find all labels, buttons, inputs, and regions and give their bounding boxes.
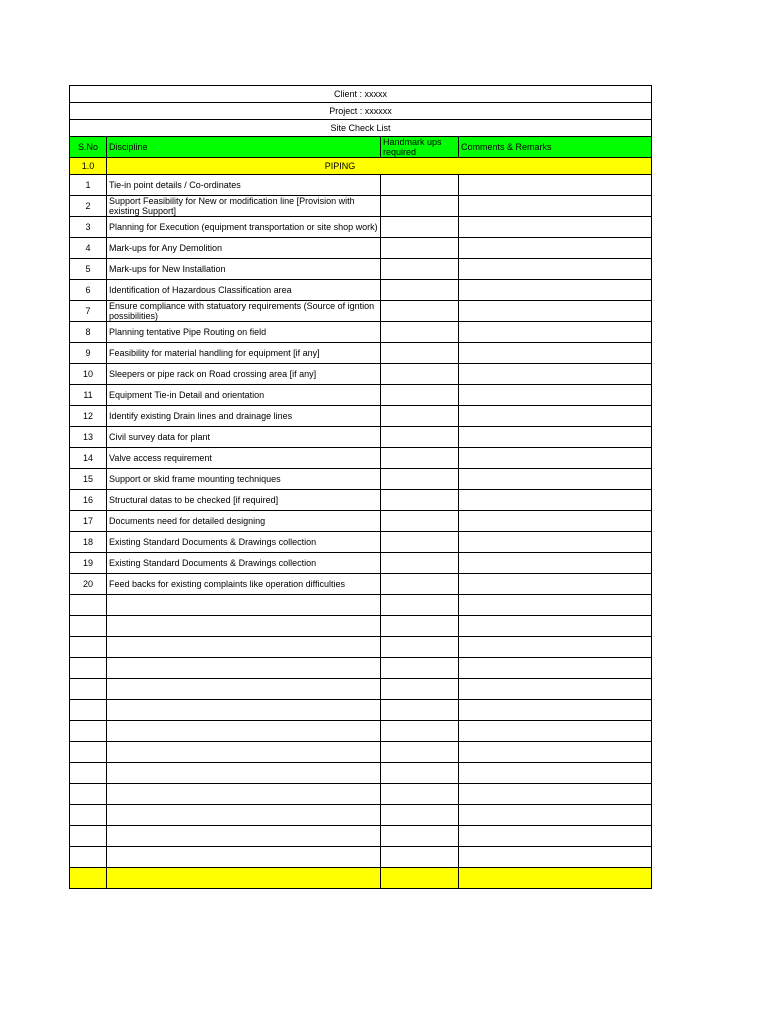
item-comments-cell: [459, 448, 652, 469]
item-sno: 18: [70, 532, 107, 553]
empty-cell: [381, 616, 459, 637]
empty-row: [70, 826, 652, 847]
item-comments-cell: [459, 574, 652, 595]
col-header-handmark: Handmark ups required: [381, 137, 459, 158]
table-row: [70, 259, 652, 280]
section-number: 1.0: [70, 158, 107, 175]
table-row: [70, 301, 652, 322]
empty-cell: [107, 742, 381, 763]
col-header-sno: S.No: [70, 137, 107, 158]
table-row: [70, 280, 652, 301]
empty-cell: [381, 784, 459, 805]
empty-cell: [381, 805, 459, 826]
item-discipline: Planning tentative Pipe Routing on field: [107, 322, 381, 343]
empty-cell: [70, 763, 107, 784]
empty-cell: [107, 847, 381, 868]
empty-cell: [459, 616, 652, 637]
empty-row: [70, 658, 652, 679]
sheet-title: Site Check List: [70, 120, 652, 137]
table-row: [70, 406, 652, 427]
empty-cell: [107, 658, 381, 679]
empty-cell: [459, 700, 652, 721]
empty-row: [70, 763, 652, 784]
item-comments-cell: [459, 490, 652, 511]
client-row: [70, 86, 652, 103]
footer-cell: [381, 868, 459, 889]
item-discipline: Feasibility for material handling for equipment [if any]: [107, 343, 381, 364]
item-handmark-cell: [381, 490, 459, 511]
empty-cell: [381, 721, 459, 742]
table-row: [70, 511, 652, 532]
empty-row: [70, 784, 652, 805]
empty-cell: [459, 721, 652, 742]
column-header-row: [70, 137, 652, 158]
table-body: [70, 86, 652, 889]
item-comments-cell: [459, 175, 652, 196]
item-discipline: Mark-ups for New Installation: [107, 259, 381, 280]
item-comments-cell: [459, 280, 652, 301]
empty-row: [70, 595, 652, 616]
item-sno: 4: [70, 238, 107, 259]
item-comments-cell: [459, 301, 652, 322]
item-discipline: Documents need for detailed designing: [107, 511, 381, 532]
empty-cell: [381, 595, 459, 616]
table-row: [70, 385, 652, 406]
item-handmark-cell: [381, 343, 459, 364]
item-discipline: Civil survey data for plant: [107, 427, 381, 448]
empty-cell: [459, 742, 652, 763]
item-sno: 19: [70, 553, 107, 574]
empty-cell: [70, 826, 107, 847]
table-row: [70, 574, 652, 595]
item-sno: 14: [70, 448, 107, 469]
item-sno: 17: [70, 511, 107, 532]
item-comments-cell: [459, 364, 652, 385]
table-row: [70, 217, 652, 238]
footer-cell: [459, 868, 652, 889]
empty-cell: [107, 700, 381, 721]
item-handmark-cell: [381, 301, 459, 322]
item-comments-cell: [459, 343, 652, 364]
item-handmark-cell: [381, 448, 459, 469]
item-discipline: Tie-in point details / Co-ordinates: [107, 175, 381, 196]
item-handmark-cell: [381, 511, 459, 532]
item-sno: 13: [70, 427, 107, 448]
empty-cell: [107, 595, 381, 616]
table-row: [70, 343, 652, 364]
item-handmark-cell: [381, 553, 459, 574]
empty-cell: [70, 805, 107, 826]
item-sno: 11: [70, 385, 107, 406]
empty-cell: [459, 784, 652, 805]
empty-cell: [381, 679, 459, 700]
item-handmark-cell: [381, 259, 459, 280]
item-discipline: Support or skid frame mounting techniques: [107, 469, 381, 490]
empty-cell: [70, 679, 107, 700]
item-discipline: Valve access requirement: [107, 448, 381, 469]
item-sno: 2: [70, 196, 107, 217]
item-handmark-cell: [381, 574, 459, 595]
item-sno: 9: [70, 343, 107, 364]
table-row: [70, 469, 652, 490]
item-handmark-cell: [381, 217, 459, 238]
empty-row: [70, 616, 652, 637]
item-sno: 16: [70, 490, 107, 511]
item-sno: 5: [70, 259, 107, 280]
empty-cell: [107, 721, 381, 742]
item-sno: 20: [70, 574, 107, 595]
table-row: [70, 175, 652, 196]
empty-cell: [70, 847, 107, 868]
item-comments-cell: [459, 532, 652, 553]
empty-cell: [459, 658, 652, 679]
empty-cell: [381, 847, 459, 868]
empty-cell: [107, 763, 381, 784]
item-discipline: Feed backs for existing complaints like operation difficulties: [107, 574, 381, 595]
empty-cell: [107, 784, 381, 805]
empty-cell: [70, 721, 107, 742]
title-row: [70, 120, 652, 137]
empty-cell: [70, 595, 107, 616]
empty-cell: [107, 679, 381, 700]
empty-row: [70, 637, 652, 658]
item-comments-cell: [459, 469, 652, 490]
item-discipline: Sleepers or pipe rack on Road crossing area [if any]: [107, 364, 381, 385]
item-sno: 12: [70, 406, 107, 427]
empty-cell: [107, 637, 381, 658]
empty-cell: [381, 826, 459, 847]
empty-cell: [70, 658, 107, 679]
item-handmark-cell: [381, 385, 459, 406]
item-sno: 8: [70, 322, 107, 343]
item-discipline: Planning for Execution (equipment transportation or site shop work): [107, 217, 381, 238]
item-discipline: Existing Standard Documents & Drawings collection: [107, 553, 381, 574]
empty-cell: [107, 805, 381, 826]
table-row: [70, 448, 652, 469]
item-comments-cell: [459, 385, 652, 406]
empty-cell: [459, 805, 652, 826]
empty-cell: [70, 616, 107, 637]
empty-cell: [70, 784, 107, 805]
empty-cell: [459, 595, 652, 616]
item-sno: 1: [70, 175, 107, 196]
item-discipline: Structural datas to be checked [if required]: [107, 490, 381, 511]
empty-cell: [70, 637, 107, 658]
item-comments-cell: [459, 217, 652, 238]
item-discipline: Ensure compliance with statuatory requirements (Source of igntion possibilities): [107, 301, 381, 322]
empty-cell: [70, 742, 107, 763]
item-handmark-cell: [381, 238, 459, 259]
table-row: [70, 364, 652, 385]
empty-row: [70, 805, 652, 826]
item-comments-cell: [459, 553, 652, 574]
footer-cell: [70, 868, 107, 889]
item-discipline: Identification of Hazardous Classification area: [107, 280, 381, 301]
table-row: [70, 196, 652, 217]
footer-cell: [107, 868, 381, 889]
item-handmark-cell: [381, 280, 459, 301]
section-row: [70, 158, 652, 175]
section-name: PIPING: [107, 158, 652, 175]
item-handmark-cell: [381, 427, 459, 448]
empty-row: [70, 700, 652, 721]
empty-cell: [381, 763, 459, 784]
item-discipline: Existing Standard Documents & Drawings collection: [107, 532, 381, 553]
empty-cell: [459, 679, 652, 700]
item-sno: 6: [70, 280, 107, 301]
item-sno: 3: [70, 217, 107, 238]
item-comments-cell: [459, 196, 652, 217]
item-handmark-cell: [381, 364, 459, 385]
item-sno: 7: [70, 301, 107, 322]
project-row: [70, 103, 652, 120]
item-handmark-cell: [381, 532, 459, 553]
table-row: [70, 490, 652, 511]
item-handmark-cell: [381, 175, 459, 196]
item-sno: 10: [70, 364, 107, 385]
table-row: [70, 322, 652, 343]
col-header-discipline: Discipline: [107, 137, 381, 158]
item-comments-cell: [459, 259, 652, 280]
item-discipline: Equipment Tie-in Detail and orientation: [107, 385, 381, 406]
item-discipline: Identify existing Drain lines and drainage lines: [107, 406, 381, 427]
item-handmark-cell: [381, 196, 459, 217]
col-header-comments: Comments & Remarks: [459, 137, 652, 158]
item-comments-cell: [459, 511, 652, 532]
empty-cell: [381, 658, 459, 679]
empty-cell: [459, 826, 652, 847]
empty-cell: [459, 847, 652, 868]
empty-cell: [459, 637, 652, 658]
empty-cell: [459, 763, 652, 784]
table-row: [70, 238, 652, 259]
item-handmark-cell: [381, 322, 459, 343]
client-label: Client : xxxxx: [70, 86, 652, 103]
empty-cell: [381, 742, 459, 763]
empty-cell: [70, 700, 107, 721]
empty-cell: [381, 700, 459, 721]
item-comments-cell: [459, 427, 652, 448]
item-handmark-cell: [381, 469, 459, 490]
empty-cell: [381, 637, 459, 658]
yellow-footer-row: [70, 868, 652, 889]
empty-row: [70, 847, 652, 868]
item-comments-cell: [459, 322, 652, 343]
item-discipline: Support Feasibility for New or modification line [Provision with existing Support]: [107, 196, 381, 217]
table-row: [70, 427, 652, 448]
empty-cell: [107, 826, 381, 847]
item-comments-cell: [459, 406, 652, 427]
item-comments-cell: [459, 238, 652, 259]
empty-cell: [107, 616, 381, 637]
site-check-list-table: [69, 85, 652, 889]
empty-row: [70, 742, 652, 763]
table-row: [70, 532, 652, 553]
project-label: Project : xxxxxx: [70, 103, 652, 120]
table-row: [70, 553, 652, 574]
empty-row: [70, 721, 652, 742]
item-handmark-cell: [381, 406, 459, 427]
item-sno: 15: [70, 469, 107, 490]
empty-row: [70, 679, 652, 700]
item-discipline: Mark-ups for Any Demolition: [107, 238, 381, 259]
